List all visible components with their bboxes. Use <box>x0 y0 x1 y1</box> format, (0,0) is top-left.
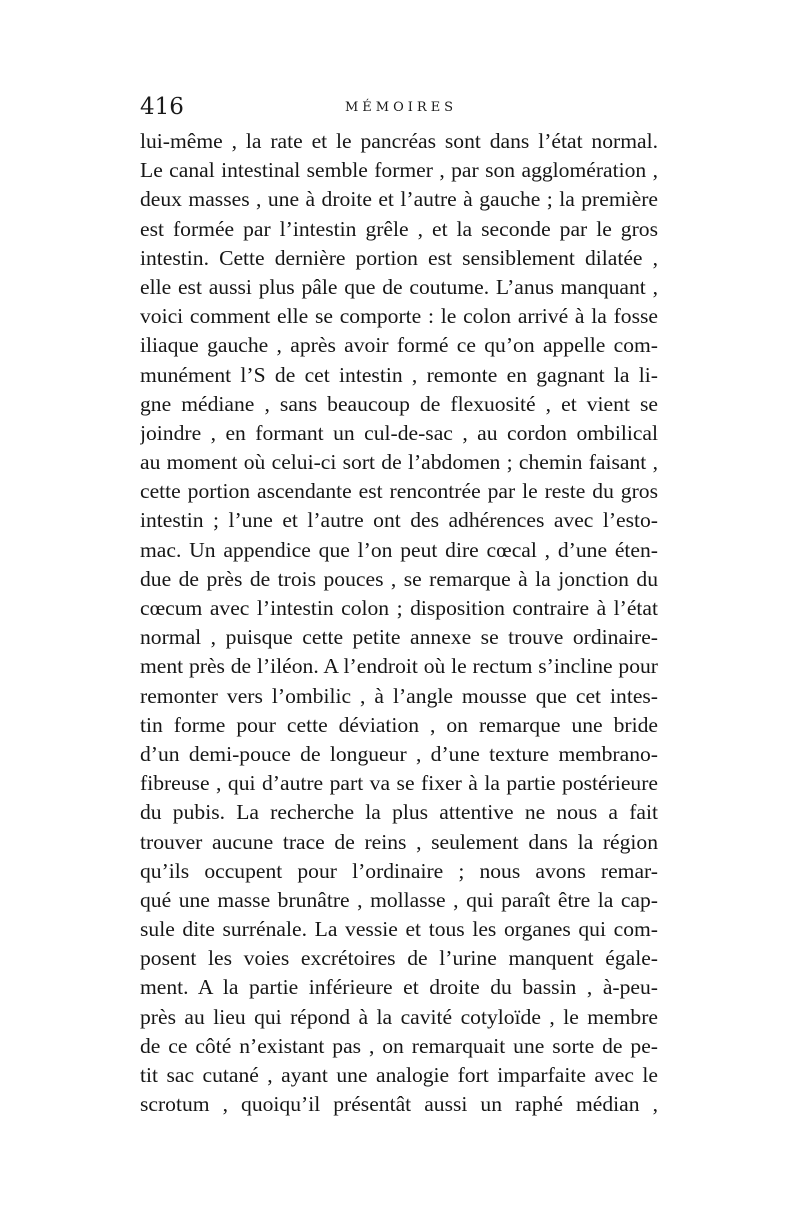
text-line: qué une masse brunâtre , mollasse , qui paraît être la cap- <box>140 887 658 912</box>
text-line: cœcum avec l’intestin colon ; disposition contraire à l’état <box>140 596 658 620</box>
text-line: gne médiane , sans beaucoup de flexuosité , et vient se <box>140 391 658 416</box>
text-line: deux masses , une à droite et l’autre à gauche ; la première <box>140 187 658 212</box>
text-line: au moment où celui-ci sort de l’abdomen ; chemin faisant , <box>140 450 658 475</box>
text-line: intestin. Cette dernière portion est sensiblement dilatée , <box>140 245 658 270</box>
running-title: MÉMOIRES <box>345 100 458 115</box>
text-line: remonter vers l’ombilic , à l’angle mousse que cet intes- <box>140 683 658 708</box>
text-line: intestin ; l’une et l’autre ont des adhérences avec l’esto- <box>140 508 658 533</box>
text-line: munément l’S de cet intestin , remonte en gagnant la li- <box>140 362 658 387</box>
text-line: ment près de l’iléon. A l’endroit où le rectum s’incline pour <box>140 654 658 679</box>
text-line: est formée par l’intestin grêle , et la seconde par le gros <box>140 216 658 241</box>
text-line: sule dite surrénale. La vessie et tous les organes qui com- <box>140 917 658 942</box>
text-line: près au lieu qui répond à la cavité cotyloïde , le membre <box>140 1004 658 1029</box>
text-line: ment. A la partie inférieure et droite du bassin , à-peu- <box>140 975 658 1000</box>
page-number: 416 <box>140 94 184 120</box>
text-line: Le canal intestinal semble former , par son agglomération , <box>140 158 658 183</box>
text-line: voici comment elle se comporte : le colon arrivé à la fosse <box>140 304 658 329</box>
text-line: du pubis. La recherche la plus attentive ne nous a fait <box>140 800 658 825</box>
running-head <box>140 94 670 124</box>
text-line: due de près de trois pouces , se remarque à la jonction du <box>140 566 658 591</box>
text-line: fibreuse , qui d’autre part va se fixer à la partie postérieure <box>140 771 658 796</box>
text-line: normal , puisque cette petite annexe se trouve ordinaire- <box>140 625 658 650</box>
text-line: cette portion ascendante est rencontrée par le reste du gros <box>140 479 658 504</box>
text-line: posent les voies excrétoires de l’urine manquent égale- <box>140 946 658 971</box>
text-line: de ce côté n’existant pas , on remarquait une sorte de pe- <box>140 1033 658 1058</box>
text-line: elle est aussi plus pâle que de coutume. L’anus manquant , <box>140 274 658 299</box>
text-line: qu’ils occupent pour l’ordinaire ; nous avons remar- <box>140 858 658 883</box>
text-line: joindre , en formant un cul-de-sac , au cordon ombilical <box>140 420 658 445</box>
text-line: lui-même , la rate et le pancréas sont dans l’état normal. <box>140 129 658 153</box>
text-line: tin forme pour cette déviation , on remarque une bride <box>140 712 658 737</box>
text-line: iliaque gauche , après avoir formé ce qu’on appelle com- <box>140 333 658 358</box>
text-line: trouver aucune trace de reins , seulement dans la région <box>140 829 658 854</box>
text-line: scrotum , quoiqu’il présentât aussi un raphé médian , <box>140 1092 658 1117</box>
body-text <box>140 127 658 1119</box>
text-line: tit sac cutané , ayant une analogie fort imparfaite avec le <box>140 1063 658 1087</box>
text-line: mac. Un appendice que l’on peut dire cœcal , d’une éten- <box>140 537 658 562</box>
text-line: d’un demi-pouce de longueur , d’une texture membrano- <box>140 741 658 766</box>
